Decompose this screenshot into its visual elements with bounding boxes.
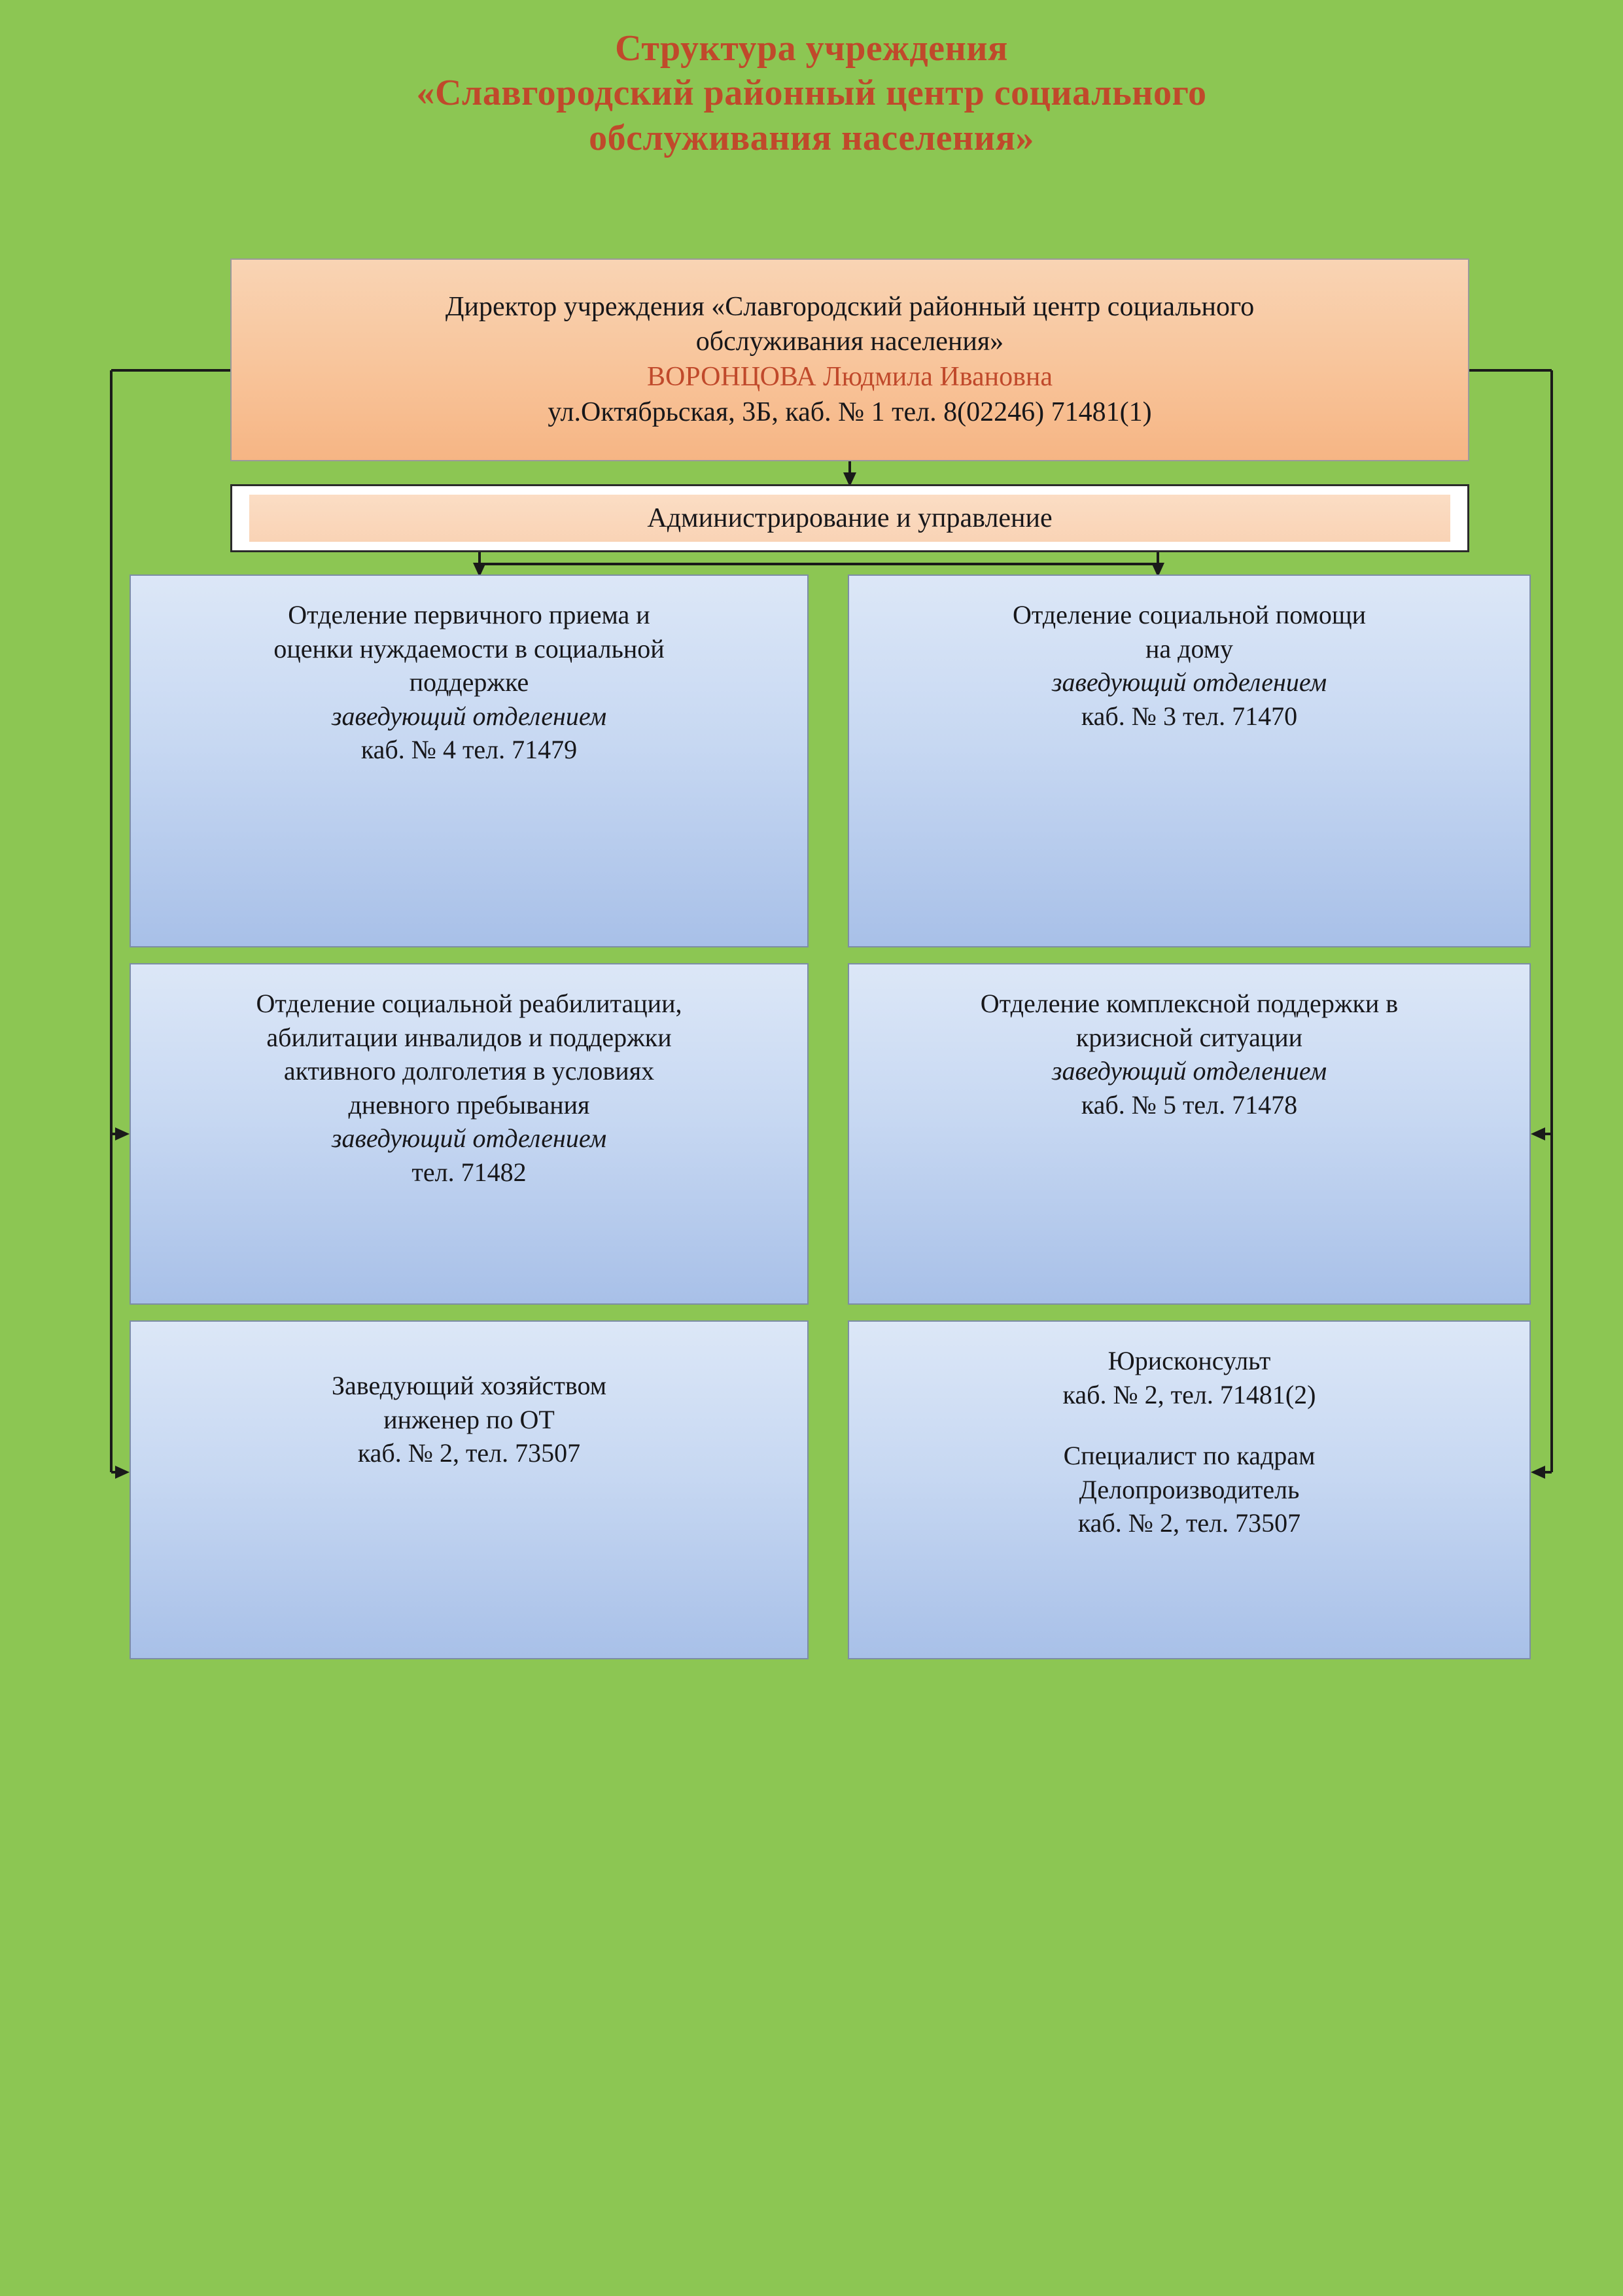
unit-role: заведующий отделением bbox=[1051, 1056, 1327, 1086]
administration-bar-label: Администрирование и управление bbox=[647, 503, 1053, 533]
unit-contact: тел. 71482 bbox=[411, 1157, 527, 1187]
unit-line: Юрисконсульт bbox=[1108, 1346, 1271, 1375]
unit-line: Заведующий хозяйством bbox=[332, 1371, 606, 1400]
unit-line: оценки нуждаемости в социальной bbox=[273, 633, 665, 663]
unit-box-primary-reception bbox=[130, 574, 809, 947]
director-box bbox=[230, 258, 1469, 461]
unit-line: Отделение социальной помощи bbox=[1012, 600, 1367, 629]
unit-contact: каб. № 2, тел. 73507 bbox=[357, 1438, 581, 1468]
unit-box-facilities-manager bbox=[130, 1320, 809, 1659]
unit-role: заведующий отделением bbox=[1051, 667, 1327, 698]
administration-bar-inner bbox=[249, 495, 1450, 542]
director-address: ул.Октябрьская, 3Б, каб. № 1 тел. 8(02246) 71481(1) bbox=[548, 397, 1152, 427]
unit-line: инженер по ОТ bbox=[383, 1404, 555, 1434]
unit-line: дневного пребывания bbox=[348, 1089, 590, 1120]
unit-box-crisis-support bbox=[848, 963, 1531, 1305]
unit-contact: каб. № 3 тел. 71470 bbox=[1081, 701, 1298, 731]
unit-line: на дому bbox=[1145, 633, 1234, 663]
unit-role: заведующий отделением bbox=[331, 1123, 607, 1154]
unit-box-rehabilitation-daycare bbox=[130, 963, 809, 1305]
page-title bbox=[0, 26, 1623, 160]
unit-line: Специалист по кадрам bbox=[1063, 1441, 1316, 1471]
unit-line: Делопроизводитель bbox=[1079, 1474, 1300, 1504]
unit-line: кризисной ситуации bbox=[1075, 1022, 1303, 1052]
administration-bar bbox=[230, 484, 1469, 552]
unit-line: поддержке bbox=[409, 667, 529, 698]
unit-spacer bbox=[866, 1411, 1512, 1439]
unit-box-legal-and-hr bbox=[848, 1320, 1531, 1659]
unit-contact: каб. № 5 тел. 71478 bbox=[1081, 1089, 1298, 1120]
unit-line: активного долголетия в условиях bbox=[283, 1056, 655, 1086]
unit-contact: каб. № 4 тел. 71479 bbox=[360, 735, 578, 765]
director-line-1: Директор учреждения «Славгородский районный центр социального bbox=[445, 291, 1255, 322]
page-title-line-3: обслуживания населения» bbox=[589, 117, 1034, 158]
unit-line: абилитации инвалидов и поддержки bbox=[266, 1022, 672, 1052]
unit-line: Отделение социальной реабилитации, bbox=[256, 989, 682, 1018]
director-line-2: обслуживания населения» bbox=[695, 327, 1004, 357]
unit-box-home-social-help bbox=[848, 574, 1531, 947]
unit-contact: каб. № 2, тел. 71481(2) bbox=[1062, 1379, 1316, 1409]
unit-role: заведующий отделением bbox=[331, 701, 607, 731]
page-title-line-1: Структура учреждения bbox=[615, 28, 1008, 69]
unit-contact: каб. № 2, тел. 73507 bbox=[1077, 1508, 1301, 1538]
unit-line: Отделение первичного приема и bbox=[288, 600, 650, 629]
director-name: ВОРОНЦОВА Людмила Ивановна bbox=[646, 362, 1053, 392]
page-title-line-2: «Славгородский районный центр социального bbox=[416, 73, 1207, 114]
unit-line: Отделение комплексной поддержки в bbox=[980, 989, 1399, 1018]
